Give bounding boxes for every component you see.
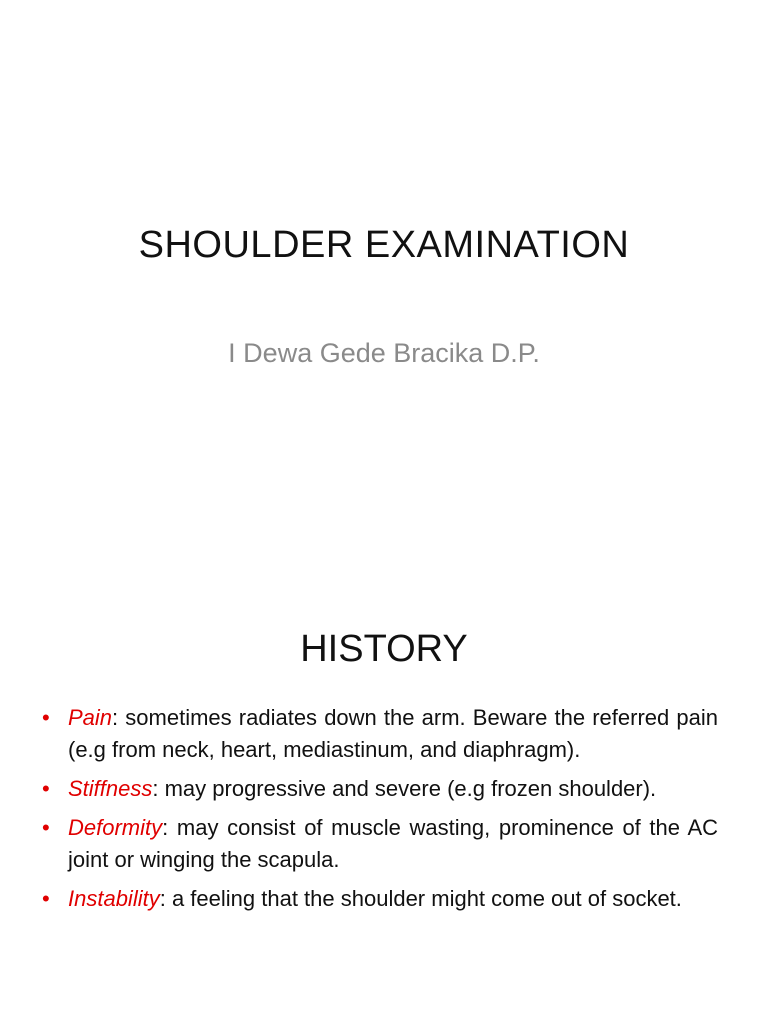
- bullet-icon: •: [42, 776, 50, 801]
- bullet-text: : may consist of muscle wasting, prominence of the AC joint or winging the scapula.: [68, 815, 718, 872]
- author-subtitle: I Dewa Gede Bracika D.P.: [228, 338, 540, 368]
- bullet-item-pain: [42, 702, 718, 766]
- bullet-text: : may progressive and severe (e.g frozen shoulder).: [152, 776, 657, 801]
- bullet-list: [0, 702, 768, 922]
- bullet-text: : sometimes radiates down the arm. Beware the referred pain (e.g from neck, heart, mediastinum, and diaphragm).: [68, 705, 718, 762]
- bullet-item-stiffness: [42, 773, 718, 805]
- bullet-icon: •: [42, 705, 50, 730]
- bullet-term: Stiffness: [68, 776, 153, 801]
- bullet-icon: •: [42, 815, 50, 840]
- bullet-term: Deformity: [68, 815, 163, 840]
- presentation-title: SHOULDER EXAMINATION: [138, 224, 630, 266]
- slide-title: HISTORY: [300, 628, 468, 670]
- bullet-term: Pain: [68, 705, 113, 730]
- bullet-item-deformity: [42, 812, 718, 876]
- bullet-text: : a feeling that the shoulder might come out of socket.: [159, 886, 682, 911]
- bullet-icon: •: [42, 886, 50, 911]
- bullet-item-instability: [42, 883, 718, 915]
- history-slide: [0, 576, 768, 1024]
- bullet-term: Instability: [68, 886, 160, 911]
